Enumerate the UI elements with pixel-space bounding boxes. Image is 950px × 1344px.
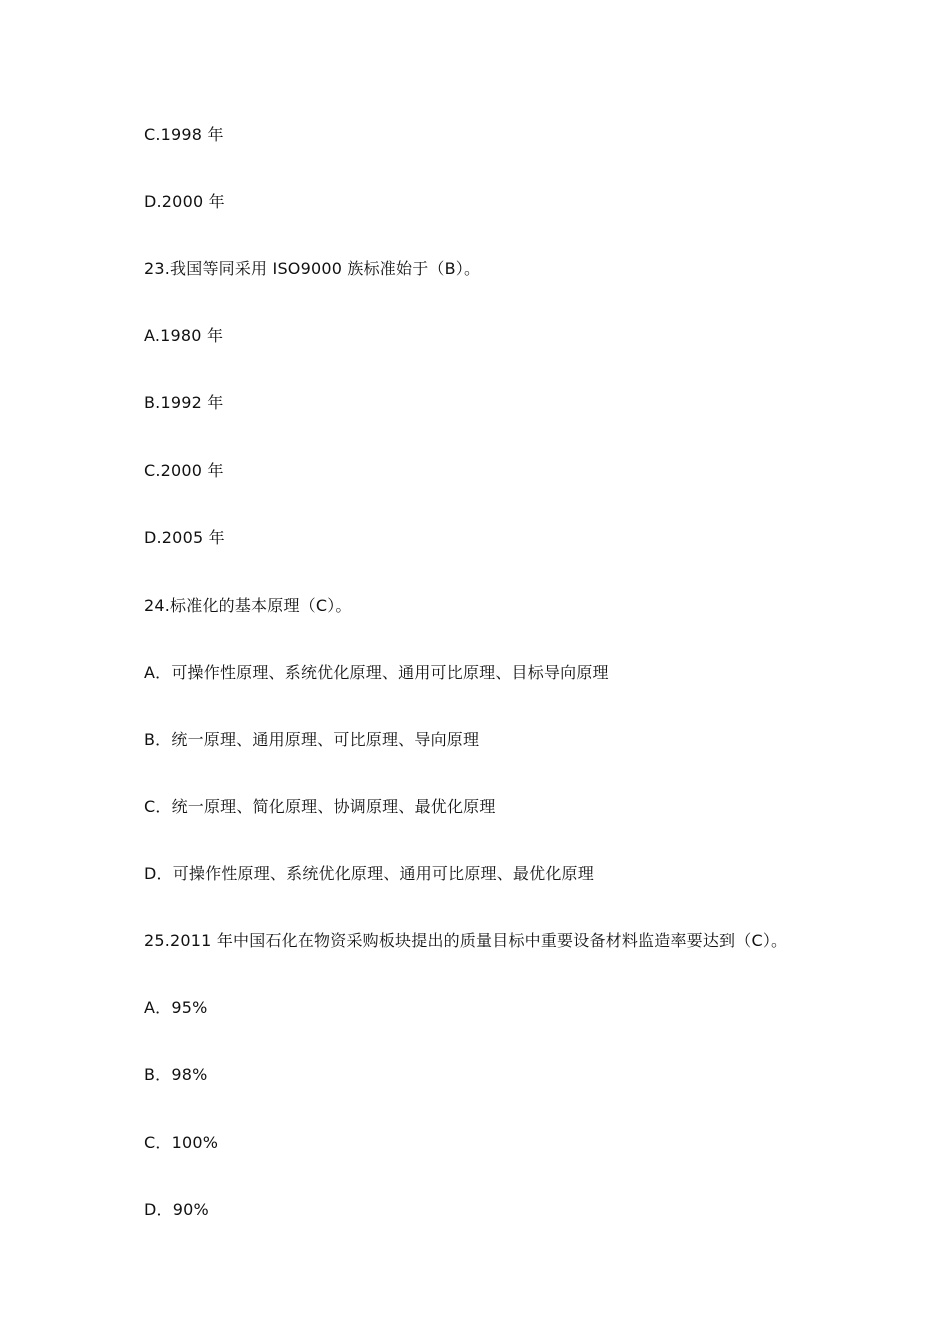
option-d-2000: D.2000 年 [144,192,225,211]
option-c-2000: C.2000 年 [144,461,224,480]
option-d-2005: D.2005 年 [144,528,225,547]
option-d-principles: D．可操作性原理、系统优化原理、通用可比原理、最优化原理 [144,864,594,883]
option-c-principles: C．统一原理、简化原理、协调原理、最优化原理 [144,797,496,816]
question-25: 25.2011 年中国石化在物资采购板块提出的质量目标中重要设备材料监造率要达到（C）。 [144,931,788,950]
option-a-principles: A．可操作性原理、系统优化原理、通用可比原理、目标导向原理 [144,663,609,682]
option-a-1980: A.1980 年 [144,326,224,345]
option-b-1992: B.1992 年 [144,393,224,412]
option-b-98: B．98% [144,1065,208,1084]
option-a-95: A．95% [144,998,208,1017]
option-d-90: D．90% [144,1200,209,1219]
option-c-1998: C.1998 年 [144,125,224,144]
question-23: 23.我国等同采用 ISO9000 族标准始于（B）。 [144,259,481,278]
option-c-100: C．100% [144,1133,219,1152]
option-b-principles: B．统一原理、通用原理、可比原理、导向原理 [144,730,480,749]
question-24: 24.标准化的基本原理（C）。 [144,596,352,615]
